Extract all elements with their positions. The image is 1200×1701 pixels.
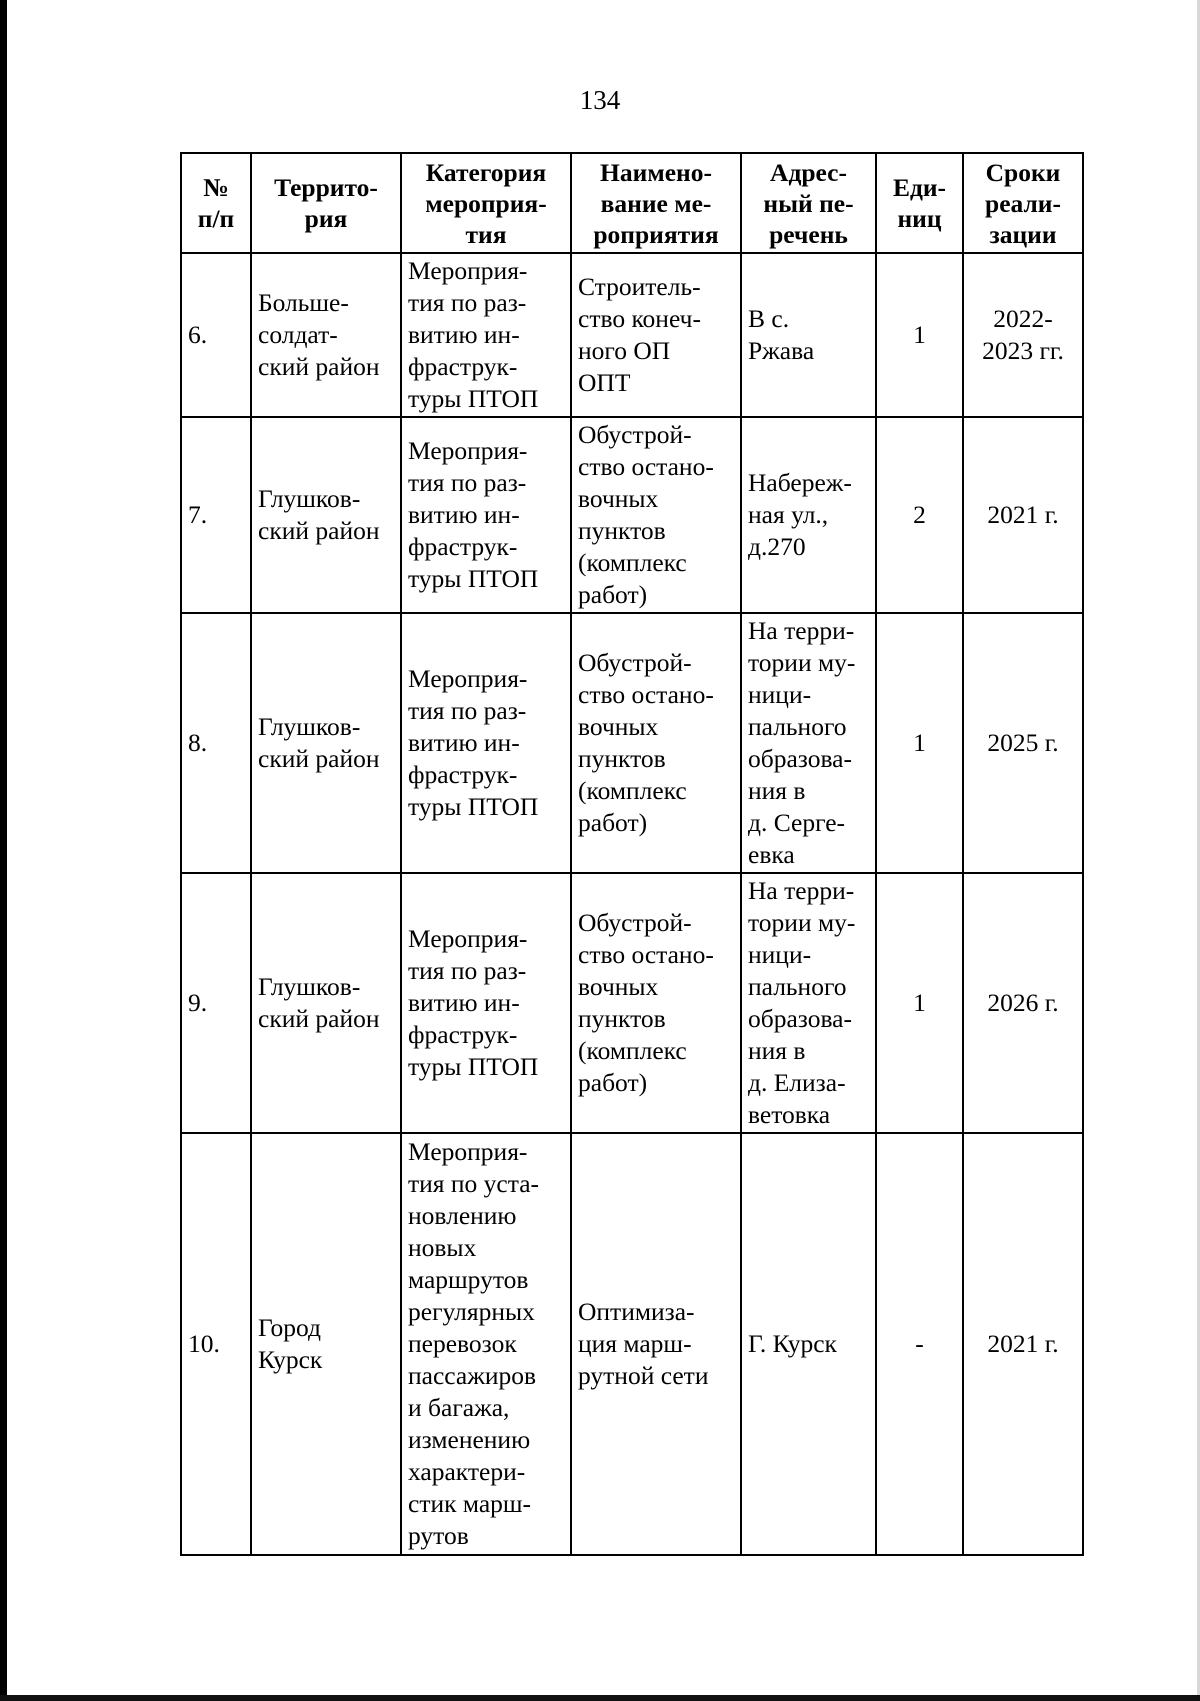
cell-units: 1 — [876, 873, 963, 1133]
header-num: № п/п — [181, 153, 251, 253]
cell-territory: Глушков- ский район — [251, 613, 401, 873]
cell-address: На терри- тории му- ници- пального образова- ния в д. Елиза- ветовка — [741, 873, 876, 1133]
cell-dates: 2022- 2023 гг. — [963, 253, 1083, 417]
cell-category: Мероприя- тия по раз- витию ин- фраструк- туры ПТОП — [401, 613, 571, 873]
cell-name: Оптимиза- ция марш- рутной сети — [571, 1133, 741, 1555]
header-address: Адрес- ный пе- речень — [741, 153, 876, 253]
cell-territory: Больше- солдат- ский район — [251, 253, 401, 417]
cell-dates: 2026 г. — [963, 873, 1083, 1133]
cell-dates: 2021 г. — [963, 1133, 1083, 1555]
measures-table — [180, 152, 1084, 1556]
cell-category: Мероприя- тия по раз- витию ин- фраструк- туры ПТОП — [401, 873, 571, 1133]
cell-name: Обустрой- ство остано- вочных пунктов (комплекс работ) — [571, 417, 741, 613]
cell-category: Мероприя- тия по раз- витию ин- фраструк- туры ПТОП — [401, 417, 571, 613]
cell-units: - — [876, 1133, 963, 1555]
cell-territory: Глушков- ский район — [251, 417, 401, 613]
scan-border-left — [0, 0, 7, 1701]
scan-border-bottom — [0, 1695, 1200, 1701]
cell-address: На терри- тории му- ници- пального образова- ния в д. Серге- евка — [741, 613, 876, 873]
page-number: 134 — [579, 85, 621, 115]
cell-address: В с. Ржава — [741, 253, 876, 417]
cell-name: Обустрой- ство остано- вочных пунктов (комплекс работ) — [571, 873, 741, 1133]
table-row — [181, 1133, 1083, 1555]
cell-units: 1 — [876, 613, 963, 873]
cell-name: Строитель- ство конеч- ного ОП ОПТ — [571, 253, 741, 417]
table-row — [181, 613, 1083, 873]
table-row — [181, 253, 1083, 417]
cell-dates: 2025 г. — [963, 613, 1083, 873]
cell-units: 2 — [876, 417, 963, 613]
cell-num: 9. — [181, 873, 251, 1133]
cell-units: 1 — [876, 253, 963, 417]
cell-num: 6. — [181, 253, 251, 417]
cell-num: 7. — [181, 417, 251, 613]
cell-category: Мероприя- тия по раз- витию ин- фраструк- туры ПТОП — [401, 253, 571, 417]
cell-address: Г. Курск — [741, 1133, 876, 1555]
table-row — [181, 417, 1083, 613]
cell-territory: Глушков- ский район — [251, 873, 401, 1133]
table-row — [181, 873, 1083, 1133]
cell-name: Обустрой- ство остано- вочных пунктов (комплекс работ) — [571, 613, 741, 873]
cell-num: 10. — [181, 1133, 251, 1555]
cell-territory: Город Курск — [251, 1133, 401, 1555]
header-territory: Террито- рия — [251, 153, 401, 253]
header-units: Еди- ниц — [876, 153, 963, 253]
header-dates: Сроки реали- зации — [963, 153, 1083, 253]
table-header-row — [181, 153, 1083, 253]
header-category: Категория мероприя- тия — [401, 153, 571, 253]
cell-num: 8. — [181, 613, 251, 873]
cell-dates: 2021 г. — [963, 417, 1083, 613]
header-name: Наимено- вание ме- роприятия — [571, 153, 741, 253]
cell-address: Набереж- ная ул., д.270 — [741, 417, 876, 613]
cell-category: Мероприя- тия по уста- новлению новых маршрутов регулярных перевозок пассажиров и багажа, изменению характери- стик марш- рутов — [401, 1133, 571, 1555]
